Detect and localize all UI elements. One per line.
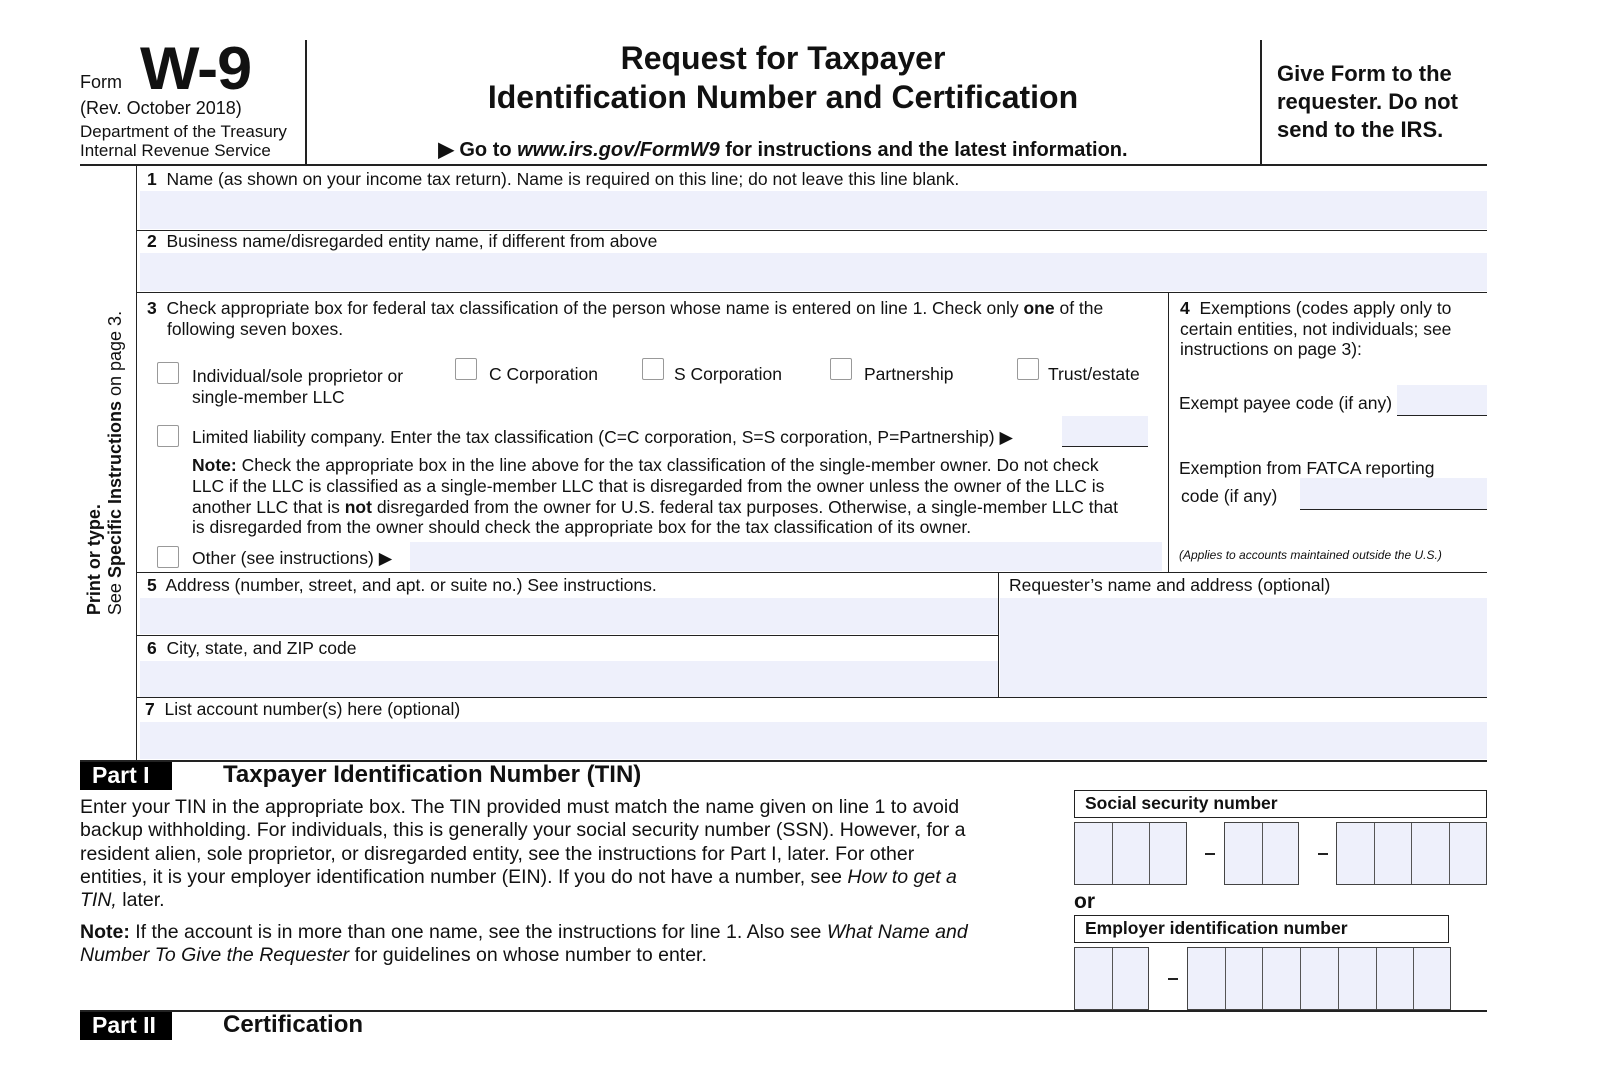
digit-separator xyxy=(1300,948,1301,1009)
left-border xyxy=(136,165,137,760)
side-c: on page 3. xyxy=(105,310,125,402)
digit-separator xyxy=(1413,948,1414,1009)
s-corp-checkbox[interactable] xyxy=(642,358,664,380)
digit-separator xyxy=(1374,823,1375,884)
city-input[interactable] xyxy=(140,661,998,697)
divider xyxy=(1168,292,1169,572)
part1-tag: Part I xyxy=(80,762,172,790)
fatca-input[interactable] xyxy=(1300,478,1487,510)
individual-checkbox[interactable] xyxy=(157,362,179,384)
side-instructions xyxy=(84,311,126,615)
digit-separator xyxy=(1262,823,1263,884)
ssn-label: Social security number xyxy=(1074,790,1487,818)
service: Internal Revenue Service xyxy=(80,141,271,160)
rule xyxy=(136,292,1487,293)
or-text: or xyxy=(1074,890,1095,913)
fatca-label1: Exemption from FATCA reporting xyxy=(1179,458,1435,478)
tin-text5: TIN, later. xyxy=(80,889,165,911)
side-bold: Print or type. xyxy=(84,504,104,616)
part2-title: Certification xyxy=(223,1011,364,1038)
name-input[interactable] xyxy=(140,191,1487,229)
digit-separator xyxy=(1376,948,1377,1009)
ssn-digit-group[interactable] xyxy=(1336,822,1487,885)
ein-digit-group[interactable] xyxy=(1074,947,1149,1010)
individual-label: Individual/sole proprietor or xyxy=(192,366,404,386)
c-corp-label: C Corporation xyxy=(489,364,598,384)
llc-checkbox[interactable] xyxy=(157,425,179,447)
tin-text4: entities, it is your employer identification number (EIN). If you do not have a number, see How to get a xyxy=(80,866,957,888)
digit-separator xyxy=(1411,823,1412,884)
dash xyxy=(1205,853,1215,855)
part1-title: Taxpayer Identification Number (TIN) xyxy=(223,761,642,788)
tin-text1: Enter your TIN in the appropriate box. The TIN provided must match the name given on line 1 to avoid xyxy=(80,796,960,818)
partnership-label: Partnership xyxy=(864,364,954,384)
line3-label2: following seven boxes. xyxy=(167,319,344,339)
right-line1: Give Form to the xyxy=(1277,61,1452,86)
other-checkbox[interactable] xyxy=(157,546,179,568)
business-name-input[interactable] xyxy=(140,253,1487,291)
title-line2: Identification Number and Certification xyxy=(487,79,1079,115)
llc-classification-input[interactable] xyxy=(1062,416,1148,447)
divider xyxy=(1260,40,1262,165)
irs-link[interactable]: www.irs.gov/FormW9 xyxy=(517,139,720,161)
line6-label: 6 City, state, and ZIP code xyxy=(147,638,357,658)
requester-label: Requester’s name and address (optional) xyxy=(1009,575,1331,595)
form-number: W-9 xyxy=(140,35,252,102)
other-input[interactable] xyxy=(410,542,1162,571)
trust-checkbox[interactable] xyxy=(1017,358,1039,380)
line4-label2: certain entities, not individuals; see xyxy=(1180,319,1452,339)
requester-input[interactable] xyxy=(1000,598,1487,697)
line2-label: 2 Business name/disregarded entity name, if different from above xyxy=(147,231,658,251)
c-corp-checkbox[interactable] xyxy=(455,358,477,380)
digit-separator xyxy=(1112,823,1113,884)
fatca-label2: code (if any) xyxy=(1181,486,1278,506)
goto-text xyxy=(306,137,1260,162)
digit-separator xyxy=(1262,948,1263,1009)
line5-label: 5 Address (number, street, and apt. or suite no.) See instructions. xyxy=(147,575,657,595)
note-line2: LLC if the LLC is classified as a single-member LLC that is disregarded from the owner unless the owner of the LLC is xyxy=(192,476,1105,496)
fatca-note: (Applies to accounts maintained outside the U.S.) xyxy=(1179,548,1442,562)
ssn-digit-group[interactable] xyxy=(1224,822,1299,885)
digit-separator xyxy=(1149,823,1150,884)
revision: (Rev. October 2018) xyxy=(80,98,242,118)
line7-label: 7 List account number(s) here (optional) xyxy=(145,699,461,719)
side-a: See xyxy=(105,578,125,616)
llc-label: Limited liability company. Enter the tax classification (C=C corporation, S=S corporation, P=Partnership) ▶ xyxy=(192,427,1013,447)
digit-separator xyxy=(1225,948,1226,1009)
rule xyxy=(136,572,1487,573)
right-line2: requester. Do not xyxy=(1277,89,1458,114)
tin-text2: backup withholding. For individuals, this is generally your social security number (SSN). However, for a xyxy=(80,819,966,841)
individual-label2: single-member LLC xyxy=(192,387,345,407)
partnership-checkbox[interactable] xyxy=(830,358,852,380)
ein-label: Employer identification number xyxy=(1074,915,1449,943)
digit-separator xyxy=(1338,948,1339,1009)
line3-label: 3 Check appropriate box for federal tax classification of the person whose name is entered on line 1. Check only one of the xyxy=(147,298,1104,318)
exempt-payee-input[interactable] xyxy=(1397,385,1487,416)
side-b: Specific Instructions xyxy=(105,401,125,579)
title-line1: Request for Taxpayer xyxy=(620,40,946,76)
tin-note2: Number To Give the Requester for guidelines on whose number to enter. xyxy=(80,944,707,966)
right-line3: send to the IRS. xyxy=(1277,117,1444,142)
trust-label: Trust/estate xyxy=(1048,364,1140,384)
address-input[interactable] xyxy=(140,598,998,634)
account-numbers-input[interactable] xyxy=(140,722,1487,759)
goto-prefix: ▶ Go to xyxy=(438,139,518,161)
form-word: Form xyxy=(80,72,122,92)
tin-note1: Note: If the account is in more than one name, see the instructions for line 1. Also see What Name and xyxy=(80,921,968,943)
ssn-digit-group[interactable] xyxy=(1074,822,1187,885)
line4-label3: instructions on page 3): xyxy=(1180,339,1362,359)
divider xyxy=(998,572,999,697)
note-line3: another LLC that is not disregarded from the owner for U.S. federal tax purposes. Otherwise, a single-member LLC that xyxy=(192,497,1118,517)
ein-digit-group[interactable] xyxy=(1187,947,1451,1010)
part2-tag: Part II xyxy=(80,1012,172,1040)
line1-label: 1 Name (as shown on your income tax return). Name is required on this line; do not leave this line blank. xyxy=(147,169,960,189)
rule xyxy=(136,635,998,636)
dash xyxy=(1168,978,1178,980)
department: Department of the Treasury xyxy=(80,122,287,141)
note-line4: is disregarded from the owner should check the appropriate box for the tax classification of its owner. xyxy=(192,517,972,537)
header-rule xyxy=(80,164,1487,166)
note-line1: Note: Check the appropriate box in the line above for the tax classification of the single-member owner. Do not check xyxy=(192,455,1099,475)
other-label: Other (see instructions) ▶ xyxy=(192,548,393,568)
digit-separator xyxy=(1112,948,1113,1009)
digit-separator xyxy=(1449,823,1450,884)
tin-text3: resident alien, sole proprietor, or disregarded entity, see the instructions for Part I, later. For other xyxy=(80,843,915,865)
rule xyxy=(136,697,1487,698)
goto-suffix: for instructions and the latest information. xyxy=(719,139,1128,161)
dash xyxy=(1318,853,1328,855)
exempt-payee-label: Exempt payee code (if any) xyxy=(1179,393,1393,413)
s-corp-label: S Corporation xyxy=(674,364,782,384)
line4-label1: 4 Exemptions (codes apply only to xyxy=(1180,298,1452,318)
